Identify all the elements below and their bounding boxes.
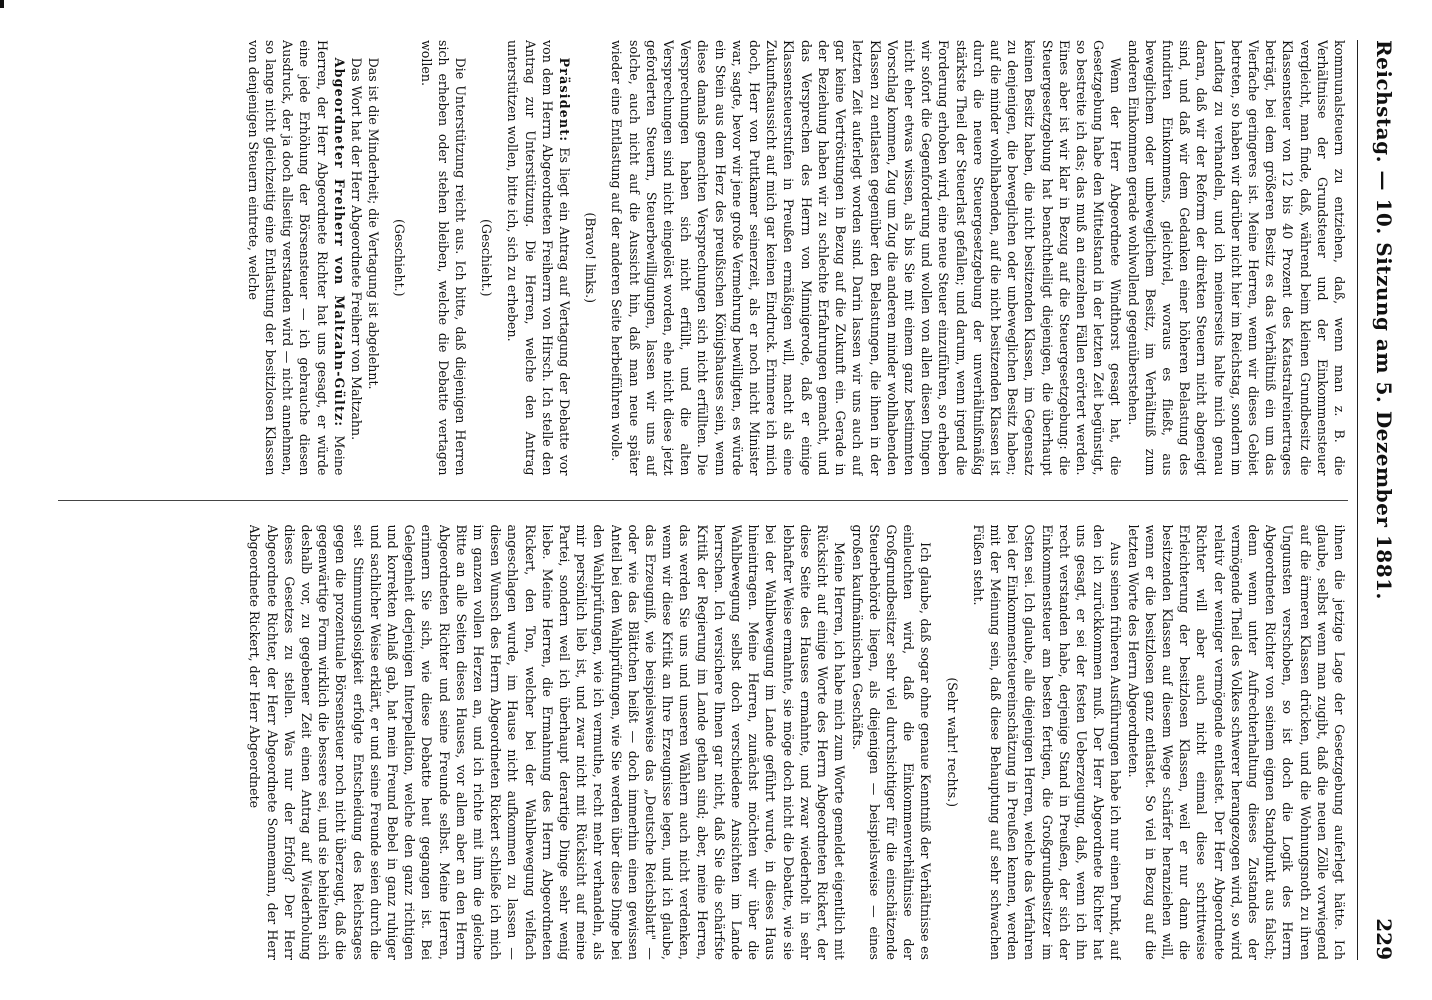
- paragraph: Das ist die Minderheit; die Vertagung ist abgelehnt.: [366, 57, 382, 390]
- left-column: [58, 40, 1348, 476]
- paragraph: Aus seinen früheren Ausführungen habe ich nur einen Punkt, auf den ich zurückkommen muß. Der Herr Abgeordnete Richter hat uns gesagt, er sei der festen Ueberzeugung, daß, wenn ich ihn recht verstanden habe, derjenige Stand in Preußen, der sich der Einkommensteuer am besten fertigen, die Großgrundbesitzer im Osten sei. Ich glaube, alle diejenigen Herren, welche das Verfahren bei der Einkommensteuereinschätzung in Preußen kennen, werden mit der Meinung sein, daß diese Behauptung auf sehr schwachen Füßen steht.: [970, 524, 1124, 960]
- paragraph: Meine Herren, ich habe mich zum Worte gemeldet eigentlich mit Rücksicht auf einige Worte des Herrn Abgeordneten Rickert, der diese Seite des Hauses ermahnte, und zwar wiederholt in sehr lebhafter Weise ermahnte, sie möge doch nicht die Debatte, wie sie bei der Wahlbewegung im Lande geführt wurde, in dieses Haus hineintragen. Meine Herren, zunächst möchten wir über die Wahlbewegung selbst doch verschiedene Ansichten im Lande herrschen. Ich versichere Ihnen gar nicht, daß Sie die schärfste Kritik der Regierung im Lande gethan sind; aber, meine Herren, das werden Sie uns und unseren Wählern auch nicht verdenken, wenn wir diese Kritik an Ihre Erzeugnisse legen, und ich glaube, das Erzeugniß, wie beispielsweise das „Deutsche Reichsblatt" — oder wie das Blättchen heißt — doch immerhin einen gewissen Anteil bei den Wahlprüfungen, wie Sie werden über diese Dinge bei den Wahlprüfungen, wie ich vermuthe, recht mehr verhandeln, als mir persönlich lieb ist, und zwar nicht mit Rücksicht auf meine Partei, sondern weil ich überhaupt derartige Dinge sehr wenig liebe. Meine Herren, die Ermahnung des Herrn Abgeordneten Rickert, den Ton, welcher bei der Wahlbewegung vielfach angeschlagen wurde, im Hause nicht aufkommen zu lassen — diesen Wunsch des Herrn Abgeordneten Rickert schließe ich mich im ganzen vollen Herzen an, und ich richte mit ihm die gleiche Bitte an alle Seiten dieses Hauses, vor allem aber an den Herrn Abgeordneten Richter und seine Freunde selbst. Meine Herren, erinnern Sie sich, wie diese Debatte heut gegangen ist. Bei Gelegenheit derjenigen Interpellation, welche den ganz richtigen und korrekten Anlaß gab, hat mein Freund Bebel in ganz ruhiger und sachlicher Weise erklärt, er und seine Freunde seien durch die seit Stimmungslosigkeit erfolgte Entscheidung des Reichstages gegen die prozentuale Börsensteuer noch nicht überzeugt, daß die gegenwärtige Form wirklich die bessere sei, und sie behielten sich deshalb vor, zu gegebener Zeit einen Antrag auf Wiederholung dieses Gesetzes zu stellen. Was nur der Erfolg? Der Herr Abgeordnete Richter, der Herr Abgeordnete Sonnemann, der Herr Abgeordnete Rickert, der Herr Abgeordnete: [247, 524, 848, 960]
- page-content: [46, 40, 1396, 960]
- speaker-name: Abgeordneter Freiherr von Maltzahn-Gültz:: [331, 57, 347, 428]
- running-head: [1360, 40, 1396, 960]
- right-column: [58, 525, 1348, 961]
- interjection: (Bravo! links.): [583, 212, 599, 304]
- president-statement: [504, 40, 573, 476]
- page-number: 229: [1372, 918, 1396, 960]
- text-columns: [58, 40, 1348, 960]
- statement-text: Es liegt ein Antrag auf Vertagung der Debatte vor von dem Herrn Abgeordneten Freiherrn von Hirsch. Ich stelle den Antrag zur Unterstützung. Die Herren, welche den Antrag unterstützen wollen, bitte ich, sich zu erheben.: [505, 40, 573, 476]
- interjection: (Sehr wahr! rechts.): [944, 677, 960, 808]
- column-divider: [58, 500, 1348, 501]
- speaker-name: Präsident:: [557, 57, 573, 143]
- paragraph: Die Unterstützung reicht aus. Ich bitte, daß diejenigen Herren sich erheben oder stehen bleiben, welche die Debatte vertagen wollen.: [418, 40, 469, 476]
- statement-text: Meine Herren, der Herr Abgeordnete Richter hat uns gesagt, er würde eine jede Erhöhung der Börsensteuer — ich gebrauche diesen Ausdruck, der ja doch allseitig verstanden wird — nicht annehmen, so lange nicht gleichzeitig eine Entlastung der besitzlosen Klassen von denjenigen Steuern eintrete, welche: [245, 40, 347, 476]
- interjection: (Geschieht.): [479, 218, 495, 297]
- paragraph: ihnen die jetzige Lage der Gesetzgebung auferlegt hätte. Ich glaube, selbst wenn man zugibt, daß die neuen Zölle vorwiegend auf die ärmeren Klassen drücken, und die Wohnungsnoth zu ihren Ungunsten verschoben, so ist doch die Logik des Herrn Abgeordneten Richter von seinem eignen Standpunkt aus falsch; denn wenn unter Aufrechterhaltung dieses Zustandes der vermögende Theil des Volkes schwerer herangezogen wird, so wird relativ der weniger vermögende entlastet. Der Herr Abgeordnete Richter will aber auch nicht einmal diese schrittweise Erleichterung der besitzlosen Klassen, weil er nur dann die besitzenden Klassen auf diesem Wege schärfer heranziehen will, wenn er die besitzlosen ganz entlastet. So viel in Bezug auf die letzten Worte des Herrn Abgeordneten.: [1125, 524, 1347, 960]
- page-title: Reichstag. — 10. Sitzung am 5. Dezember 1881.: [1372, 40, 1396, 600]
- paragraph: Das Wort hat der Herr Abgeordnete Freiherr von Maltzahn.: [349, 57, 365, 441]
- paragraph: Wenn der Herr Abgeordnete Windthorst gesagt hat, die Gesetzgebung habe den Mittelstand in der letzten Zeit begünstigt, so bestreite ich das; das muß an einzelnen Fällen erörtert werden. Eines aber ist wir klar in Bezug auf die Steuergesetzgebung: die Steuergesetzgebung hat benachtheiligt diejenigen, die überhaupt keinen Besitz haben, die nicht besitzenden Klassen, im Gegensatz zu denjenigen, die beweglichen oder unbeweglichen Besitz haben; auf die minder wohlhabenden, auf die nicht besitzenden Klassen ist durch die neuere Steuergesetzgebung der unverhältnißmäßig stärkste Theil der Steuerlast gefallen; und darum, wenn irgend die Forderung erhoben wird, eine neue Steuer einzuführen, so erheben wir sofort die Gegenforderung und wollen von allen diesen Dingen nicht eher etwas wissen, als bis Sie mit einem ganz bestimmten Vorschlag kommen, Zug um Zug die anderen minder wohlhabenden Klassen zu entlasten gegenüber den Belastungen, die ihnen in der letzten Zeit auferlegt worden sind. Darin lassen wir uns auch auf gar keine Vertröstungen in Bezug auf die Zukunft ein. Gerade in der Beziehung haben wir zu schlechte Erfahrungen gemacht, und das Versprechen des Herrn von Minnigerode, daß er einige Klassensteuerstufen in Preußen ermäßigen will, macht als eine Zukunftsaussicht auf mich gar keinen Eindruck. Erinnere ich mich doch, Herr von Puttkamer seinerzeit, als er noch nicht Minister war, sagte, bevor wir jene große Vermehrung bewilligten, es würde ein Stein aus dem Herz des preußischen Königshauses sein, wenn diese damals gemachten Versprechungen sich nicht erfüllten. Die Versprechungen haben sich nicht erfüllt, und die alten Versprechungen sind nicht eingelöst worden, ehe nicht diese jetzt geforderten Steuern, Steuerbewilligungen, lassen wir uns auf solche, auch nicht auf die Aussicht hin, daß man neue später wieder eine Entlastung auf der anderen Seite herbeiführen wolle.: [609, 40, 1124, 476]
- header-rule: [1357, 40, 1358, 960]
- interjection: (Geschieht.): [392, 218, 408, 297]
- speaker-statement: [245, 40, 348, 476]
- paragraph: kommunalsteuern zu entziehen, daß, wenn man z. B. die Verhältnisse der Grundsteuer und der Einkommensteuer vergleicht, man finde, daß, während beim kleinen Grundbesitz die Klassensteuer von 12 bis 40 Prozent des Katastralreinertrages beträgt, bei dem größeren Besitz es das Verhältniß ein um das Vierfache geringeres ist. Meine Herren, wenn wir dieses Gebiet betreten, so haben wir darüber nicht hier im Reichstag, sondern im Landtag zu verhandeln, und ich meinerseits halte mich genau daran, daß wir der Reform der direkten Steuern nicht abgeneigt sind, und daß wir dem Gedanken einer höheren Belastung des fundirten Einkommens, gleichviel, woraus es fließt, aus beweglichem oder unbeweglichem Besitz, im Verhältniß zum anderen Einkommen gerade wohlwollend gegenüberstehen.: [1125, 40, 1347, 476]
- paragraph: Ich glaube, daß sogar ohne genaue Kenntniß der Verhältnisse es einleuchten wird, daß die Einkommenverhältnisse der Großgrundbesitzer sehr viel durchsichtiger für die einschätzende Steuerbehörde liegen, als diejenigen — beispielsweise — eines großen kaufmännischen Geschäfts.: [849, 524, 934, 960]
